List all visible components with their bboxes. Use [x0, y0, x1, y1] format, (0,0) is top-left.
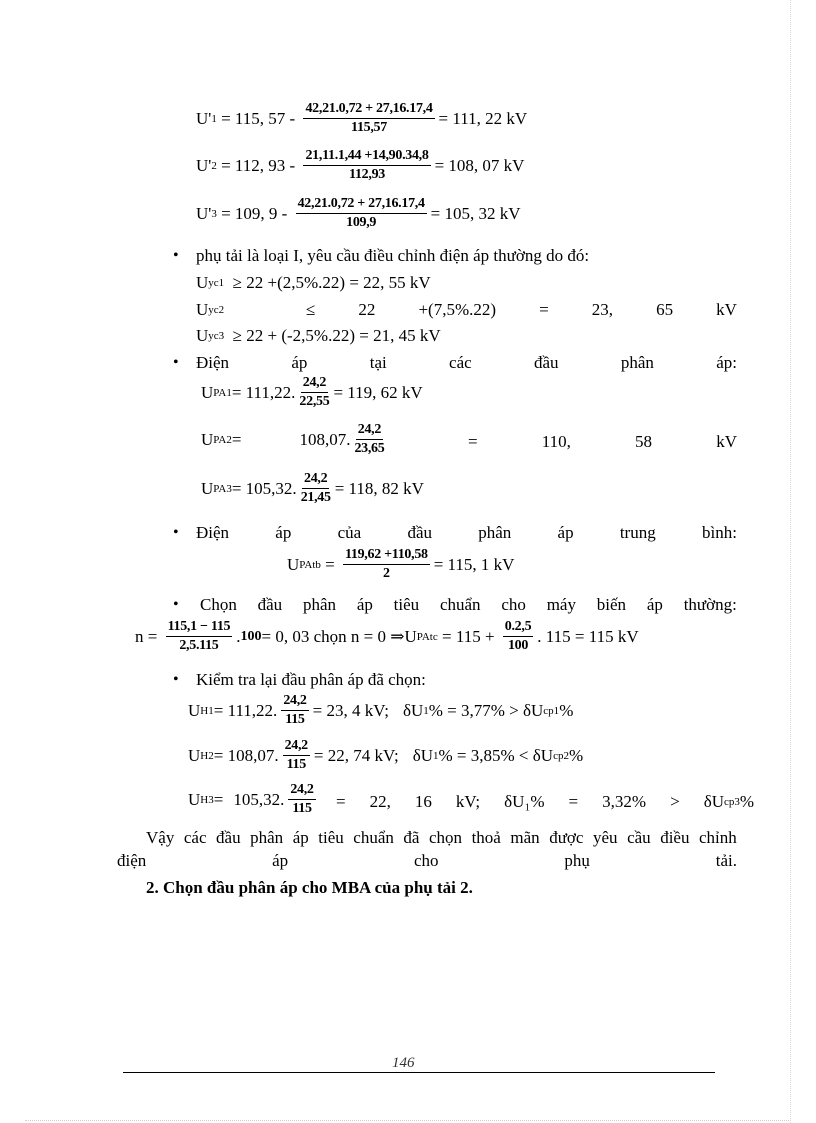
equation-uyc1: U yc1 ≥ 22 +(2,5%.22) = 22, 55 kV [196, 273, 431, 292]
fraction: $\frac{24,2}{22,55}$ [299, 375, 330, 409]
fraction: $\frac{42,21.0,72 + 27,16.17,4}{109,9}$ [297, 196, 425, 230]
equation-uyc2: ≤ 22 +(7,5%.22) = 23, 65 kV [306, 300, 737, 319]
equation-uyc2-symbol: U yc2 [196, 300, 225, 319]
conclusion-line-2: điện áp cho phụ tải. [117, 851, 737, 870]
bullet-text-3: Điện áp của đầu phân áp trung bình: [196, 523, 737, 542]
fraction: $\frac{24,2}{115}$ [290, 782, 314, 816]
equation-upatb: U PAtb = $\frac{119,62 +110,58}{2}$ = 115, 1 kV [287, 547, 515, 581]
page-number: 146 [392, 1055, 415, 1071]
fraction: $\frac{0.2,5}{100}$ [504, 619, 532, 653]
equation-n: n = $\frac{115,1 - 115}{2,5.115}$ . 100 = 0, 03 chọn n = 0 ⇒U PAtc = 115 + $\frac{0.2,5}{100}$ . 115 = 115 kV [135, 619, 639, 653]
equation-uh3-left: U H3 = 105,32. $\frac{24,2}{115}$ [188, 782, 314, 816]
fraction: $\frac{119,62 +110,58}{2}$ [344, 547, 428, 581]
fraction: $\frac{24,2}{21,45}$ [300, 471, 331, 505]
bullet-text-1: phụ tải là loại I, yêu cầu điều chỉnh điện áp thường do đó: [196, 246, 590, 265]
fraction: $\frac{21,11.1,44 +14,90.34,8}{112,93}$ [305, 148, 429, 182]
bullet-text-4: Chọn đầu phân áp tiêu chuẩn cho máy biến áp thường: [200, 595, 737, 614]
bullet-icon: • [173, 354, 179, 371]
fraction: $\frac{24,2}{23,65}$ [354, 422, 385, 456]
equation-u2: U' 2 = 112, 93 - $\frac{21,11.1,44 +14,90.34,8}{112,93}$ = 108, 07 kV [196, 148, 525, 182]
fraction: $\frac{24,2}{115}$ [284, 738, 308, 772]
bullet-icon: • [173, 524, 179, 541]
fraction: $\frac{115,1 - 115}{2,5.115}$ [167, 619, 231, 653]
right-dotted-border [790, 0, 791, 1123]
bottom-dotted-border [25, 1120, 791, 1121]
bullet-text-5: Kiểm tra lại đầu phân áp đã chọn: [196, 670, 426, 689]
bullet-icon: • [173, 247, 179, 264]
equation-uyc3: U yc3 ≥ 22 + (-2,5%.22) = 21, 45 kV [196, 326, 441, 345]
equation-u1: U' 1 = 115, 57 - $\frac{42,21.0,72 + 27,16.17,4}{115,57}$ = 111, 22 kV [196, 101, 528, 135]
equation-uh2: U H2 = 108,07. $\frac{24,2}{115}$ = 22, 74 kV; δU 1 % = 3,85% < δU cp2 % [188, 738, 584, 772]
fraction: $\frac{42,21.0,72 + 27,16.17,4}{115,57}$ [305, 101, 433, 135]
equation-upa3: U PA3 = 105,32. $\frac{24,2}{21,45}$ = 118, 82 kV [201, 471, 424, 505]
section-heading: 2. Chọn đầu phân áp cho MBA của phụ tải 2. [146, 878, 473, 897]
equation-upa1: U PA1 = 111,22. $\frac{24,2}{22,55}$ = 119, 62 kV [201, 375, 423, 409]
bullet-text-2: Điện áp tại các đầu phân áp: [196, 353, 737, 372]
equation-uh3-right: = 22, 16 kV; δU₁% = 3,32% > δU [336, 792, 724, 811]
equation-upa2-right: = 110, 58 kV [468, 432, 737, 451]
conclusion-line-1: Vậy các đầu phân áp tiêu chuẩn đã chọn thoả mãn được yêu cầu điều chỉnh [146, 828, 737, 847]
equation-u3: U' 3 = 109, 9 - $\frac{42,21.0,72 + 27,16.17,4}{109,9}$ = 105, 32 kV [196, 196, 521, 230]
bullet-icon: • [173, 671, 179, 688]
equation-uh3-tail: cp3 % [724, 792, 755, 811]
bullet-icon: • [173, 596, 179, 613]
equation-upa2-left: U PA2 = 108,07. $\frac{24,2}{23,65}$ [201, 422, 385, 456]
fraction: $\frac{24,2}{115}$ [283, 693, 307, 727]
footer-divider [123, 1072, 715, 1073]
equation-uh1: U H1 = 111,22. $\frac{24,2}{115}$ = 23, 4 kV; δU 1 % = 3,77% > δU cp1 % [188, 693, 574, 727]
